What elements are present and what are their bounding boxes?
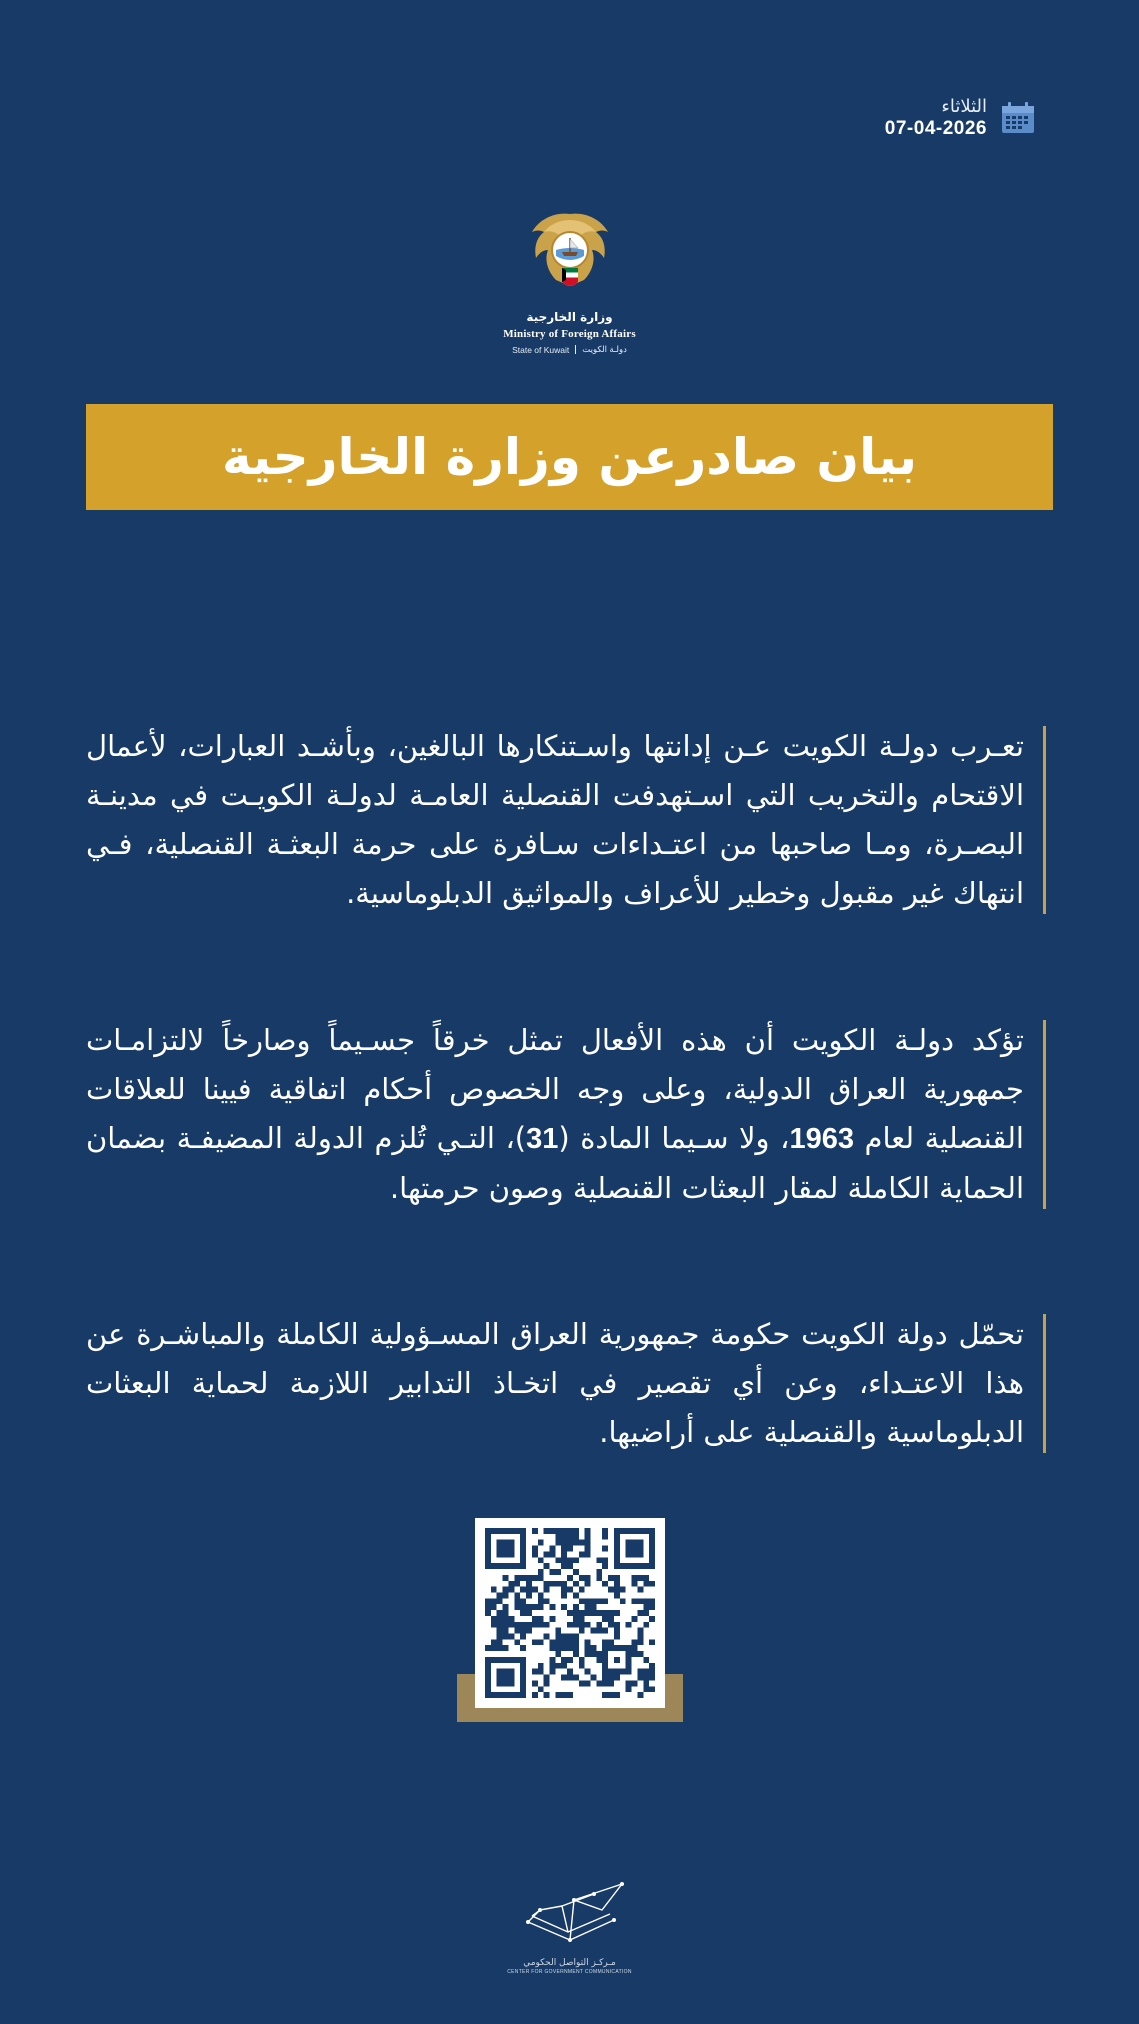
kuwait-emblem-icon — [526, 208, 614, 300]
footer-name-english: CENTER FOR GOVERNMENT COMMUNICATION — [507, 1969, 632, 1975]
ministry-name-english: Ministry of Foreign Affairs — [503, 328, 636, 340]
qr-code[interactable] — [475, 1518, 665, 1708]
calendar-icon — [1001, 102, 1035, 134]
article-number: 31 — [526, 1123, 559, 1155]
date-block — [885, 96, 1035, 140]
footer-logo — [0, 1880, 1139, 1975]
statement-title: بيان صادرعن وزارة الخارجية — [221, 428, 918, 486]
state-name-english: State of Kuwait — [512, 344, 570, 355]
date-value: 07-04-2026 — [884, 117, 987, 139]
statement-paragraph-1: تعـرب دولـة الكويت عـن إدانتها واسـتنكارها البالغين، وبأشـد العبارات، لأعمال الاقتحام والتخريب التي اسـتهدفت القنصلية العامـة لدولـة الكويـت في مدينـة البصـرة، ومـا صاحبها من اعتـداءات سـافرة على حرمة البعثـة القنصلية، فـي انتهاك غير مقبول وخطير للأعراف والمواثيق الدبلوماسية. — [86, 722, 1046, 918]
convention-year: 1963 — [789, 1123, 854, 1155]
date-day: الثلاثاء — [941, 96, 987, 117]
paragraph-2-text-c: )، التـي تُلزم الدولة المضيفـة بضمان الحماية الكاملة لمقار البعثات القنصلية وصون حرمتها. — [86, 1121, 1024, 1205]
qr-code-block — [457, 1518, 683, 1722]
paragraph-2-text-b: ، ولا سـيما المادة ( — [558, 1121, 790, 1155]
paragraph-2-text-a: تؤكد دولـة الكويت أن هذه الأفعال تمثل خرقاً جسـيماً وصارخاً لالتزامـات جمهورية العراق الدولية، وعلى وجه الخصوص أحكام اتفاقية فيينا للعلاقات القنصلية لعام — [86, 1023, 1024, 1155]
state-name-arabic: دولـة الكويت — [582, 344, 627, 354]
ministry-logo — [0, 208, 1139, 355]
ministry-name-arabic: وزارة الخارجية — [526, 310, 613, 324]
footer-name-arabic: مـركـز التواصل الحكومي — [523, 1958, 616, 1968]
qr-code-icon — [485, 1528, 655, 1698]
state-line — [512, 344, 627, 355]
statement-paragraph-2 — [86, 1016, 1046, 1213]
statement-paragraph-3: تحمّل دولة الكويت حكومة جمهورية العراق المسـؤولية الكاملة والمباشـرة عن هذا الاعتـداء، وعن أي تقصير في اتخـاذ التدابير اللازمة لحماية البعثات الدبلوماسية والقنصلية على أراضيها. — [86, 1310, 1046, 1457]
state-separator — [575, 345, 576, 354]
date-text — [885, 96, 987, 140]
title-banner — [86, 404, 1053, 510]
government-communication-logo-icon — [510, 1880, 630, 1956]
